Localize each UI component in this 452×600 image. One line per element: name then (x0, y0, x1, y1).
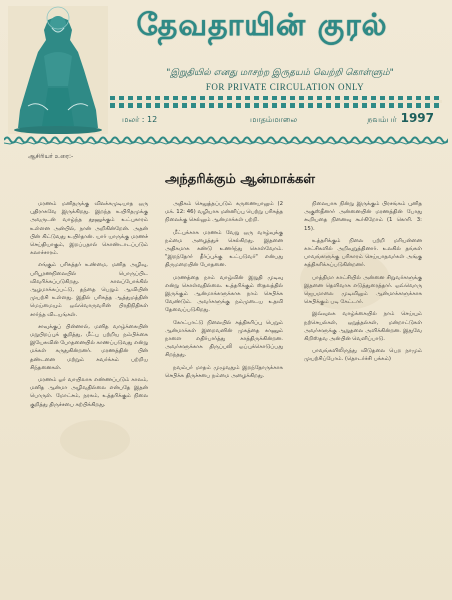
newsletter-title: தேவதாயின் குரல் (136, 8, 388, 43)
masthead (0, 0, 452, 145)
paragraph: பாத்திமா காட்சியில் அன்னை சிறுவர்களுக்கு இதனை தெளிவாக எடுத்துரைத்தார். ஒவ்வொரு ஜெபமாலை முடிவிலும் ஆன்மாக்களுக்காக செபிக்கும் படி கேட்டார். (304, 274, 422, 306)
issue-bar (110, 112, 444, 130)
paragraph: கோட்பாட்டு நிலையில் சுத்திகரிப்பு பெறும் ஆன்மாக்கள் இறைவனின் முகத்தை காணும் நாளை எதிர்பார்த்து காத்திருக்கின்றன. அவர்களுக்காக திருப்பலி ஒப்புக்கொடுப்பது சிறந்தது. (165, 319, 283, 359)
paragraph: மரணம் மனிதருக்கு விலக்கமுடியாத ஒரு புதிராகவே இருக்கிறது. இறந்த உயிரிதமுக்கு அவருடன் வாழ்ந்த தூணுக்கும் உட்புகாரம் உள்ளன அன்பில், நான் அறிகின்றேன். அதன் பின் கிட்டுவது உயிர்தான். யார் யாருக்கு மரணச் செய்தியாகும், இறப்பதால் கொண்டாடப்படும் கலாச்சாரம். (30, 201, 148, 257)
paper-stain (60, 420, 130, 460)
decorative-border (110, 96, 442, 108)
paper-stain (300, 250, 390, 310)
paragraph: மீட்புக்காக மரணம் வேறு ஒரு வாழ்வுக்கு நம்மை அழைத்துச் செல்கிறது. இதனை அதிகமாக கண்டு உணர்ந்து கொள்வோம். "இறந்தோர் தீர்ப்புக்கு உட்படுவர்" என்பது திருமறையின் போதனை. (165, 229, 283, 269)
paragraph: உத்தரிக்கும் நிலை பற்றி மரியன்னை காட்சிகளில் அறிவுறுத்தினார். உலகில் தங்கள் பாவங்களுக்கு பரிகாரம் செய்யாதவர்கள் அங்கு சுத்திகரிக்கப்படுகின்றனர். (304, 237, 422, 269)
madonna-emblem-icon (8, 6, 108, 134)
editorial-byline: ஆசிரியர் உரை:- (28, 153, 74, 160)
issue-number: மலர் : 12 (122, 115, 158, 124)
paragraph: நவம்பர் மாதம் முழுவதும் இறந்தோருக்காக செபிக்க திருச்சபை நம்மை அழைக்கிறது. (165, 364, 283, 379)
issue-year: 1997 (400, 111, 434, 125)
paragraph: நிலையாக நின்று இருக்கும் பிரசங்கம் புனித அகுஸ்தீனார் அன்னையின் மரணத்தின் போது கூறியதை நினைவு கூர்கிறோம் (1 கொரி. 3: 15). (304, 201, 422, 232)
article-headline: அந்தரிக்கும் ஆன்மாக்கள் (164, 172, 316, 187)
article-column-2 (165, 200, 283, 595)
article-column-1 (30, 200, 148, 595)
paragraph: மரணத்தை நாம் வாழ்வின் இறுதி முடிவு என்று கொள்வதில்லை. உத்தரிக்கும் ஸ்தலத்தில் இருக்கும் ஆன்மாக்களுக்காக நாம் செபிக்க வேண்டும். அவர்களுக்கு நம்முடைய உதவி தேவைப்படுகிறது. (165, 274, 283, 314)
paragraph: பாவங்களிலிருந்து விடுதலை பெற நாமும் முயற்சிப்போம். (தொடர்ச்சி பக்கம்) (304, 348, 422, 363)
private-circulation-note: FOR PRIVATE CIRCULATION ONLY (205, 82, 365, 92)
motto: "இறுதியில் எனது மாசற்ற இருதயம் வெற்றி கொள்ளும்" (166, 68, 394, 78)
wave-divider-icon (4, 134, 448, 146)
paragraph: இவ்வுலக வாழ்க்கையில் நாம் செய்யும் நற்செயல்கள், ஒறுத்தல்கள், மன்றாட்டுகள் அவர்களுக்கு ஆறுதலை அளிக்கின்றன. இதுவே கிறிஸ்தவ அன்பின் வெளிப்பாடு. (304, 311, 422, 343)
paragraph: மரணம் ஓர் வாயிலாக எண்ணப்படும் காலம், மனித ஆன்மா அழிவதில்லை என்பதே இதன் பொருள். மோட்சம், நரகம், உத்தரிக்கும் நிலை குறித்து திருச்சபை கற்பிக்கிறது. (30, 377, 148, 408)
issue-month: நவம்பர் (367, 115, 397, 124)
issue-date (367, 111, 434, 125)
paragraph: சாவுக்குப் பின்னால், மனித வாழ்க்கையின் மறுபிறப்புக் குறித்து, மீட்பு பற்றிய நம்பிக்கை இயேசுவின் போதனையில் காணப்படுவது என்று மக்கள் கருதுகின்றனர். மரணத்தின் பின் தண்டனை மற்றும் சுவர்க்கம் பற்றிய சிந்தனைகள். (30, 323, 148, 371)
paragraph: அதிகம் செலுத்தப்படும் கருணையாலும் (2 மக். 12: 46) வழியாக மன்னிப்பு பெற்று பரிசுத்த நிலைக்கு செல்லும் ஆன்மாக்கள் பற்றி. (165, 201, 283, 224)
issue-type: மாதம்மாலை (250, 115, 298, 124)
paragraph: எங்கும் பரிசுத்தர் உண்மை, மனித அழிவு, பரிபூரணநிலையில் பொருப்பிட விவரிக்கப்படுகிறது. காலப்போக்கில் ஆழமாக்கப்பட்டு, தந்தை பெறும் ஆவியின் முயற்சி உள்ளது. இதில் பரிசுத்த ஆத்துமத்தின் மெய்மையும் ஒவ்வொருவரின் பிரதிநிதிகள் சார்ந்த விடயங்கள். (30, 262, 148, 318)
